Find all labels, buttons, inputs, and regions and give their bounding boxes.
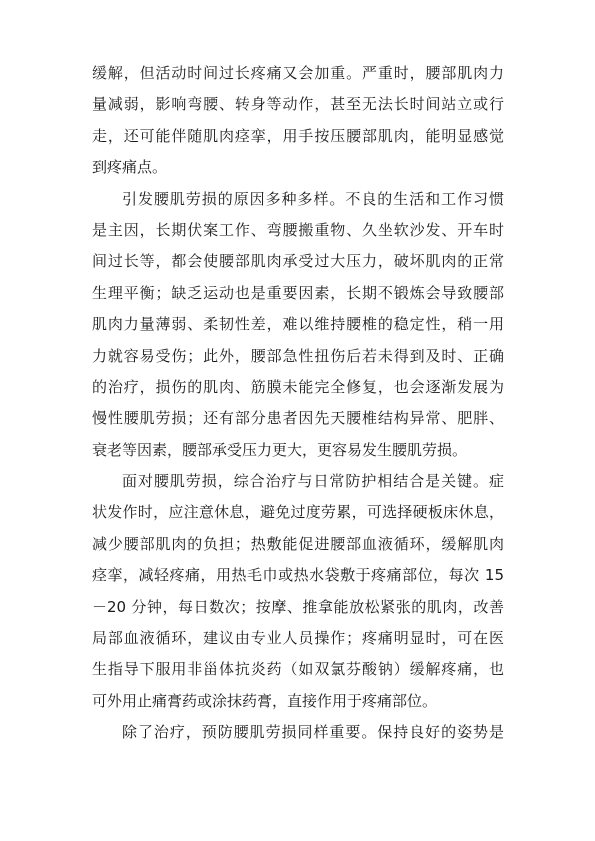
text-line: 生指导下服用非甾体抗炎药（如双氯芬酸钠）缓解疼痛，也 [92, 660, 504, 679]
paragraph-1 [92, 58, 504, 184]
text-line: 走，还可能伴随肌肉痉挛，用手按压腰部肌肉，能明显感觉 [92, 126, 504, 145]
text-line: 的治疗，损伤的肌肉、筋膜未能完全修复，也会逐渐发展为 [92, 377, 504, 396]
text-line: 是主因，长期伏案工作、弯腰搬重物、久坐软沙发、开车时 [92, 220, 504, 239]
text-line: 可外用止痛膏药或涂抹药膏，直接作用于疼痛部位。 [92, 691, 438, 710]
text-line: 缓解，但活动时间过长疼痛又会加重。严重时，腰部肌肉力 [92, 64, 504, 82]
text-line: 衰老等因素，腰部承受压力更大，更容易发生腰肌劳损。 [92, 440, 468, 459]
text-line: 局部血液循环，建议由专业人员操作；疼痛明显时，可在医 [92, 629, 504, 648]
text-line: 肌肉力量薄弱、柔韧性差，难以维持腰椎的稳定性，稍一用 [92, 315, 504, 334]
text-line: 到疼痛点。 [92, 158, 168, 177]
text-line: 除了治疗，预防腰肌劳损同样重要。保持良好的姿势是 [122, 723, 504, 742]
text-line: 减少腰部肌肉的负担；热敷能促进腰部血液循环，缓解肌肉 [92, 534, 504, 553]
text-line: 量减弱，影响弯腰、转身等动作，甚至无法长时间站立或行 [92, 95, 504, 114]
text-line: 力就容易受伤；此外，腰部急性扭伤后若未得到及时、正确 [92, 346, 504, 365]
text-line: 痉挛，减轻疼痛，用热毛巾或热水袋敷于疼痛部位，每次 15 [92, 566, 504, 585]
text-line: －20 分钟，每日数次；按摩、推拿能放松紧张的肌肉，改善 [92, 597, 504, 616]
text-line: 间过长等，都会使腰部肌肉承受过大压力，破坏肌肉的正常 [92, 252, 504, 271]
text-line: 状发作时，应注意休息，避免过度劳累，可选择硬板床休息， [92, 503, 504, 522]
text-line: 面对腰肌劳损，综合治疗与日常防护相结合是关键。症 [122, 472, 504, 491]
text-line: 慢性腰肌劳损；还有部分患者因先天腰椎结构异常、肥胖、 [92, 409, 504, 428]
text-line: 生理平衡；缺乏运动也是重要因素，长期不锻炼会导致腰部 [92, 283, 504, 302]
paragraph-4 [92, 717, 504, 748]
body-text [92, 58, 504, 749]
paragraph-2 [92, 184, 504, 467]
text-line: 引发腰肌劳损的原因多种多样。不良的生活和工作习惯 [122, 189, 504, 208]
paragraph-3 [92, 466, 504, 717]
